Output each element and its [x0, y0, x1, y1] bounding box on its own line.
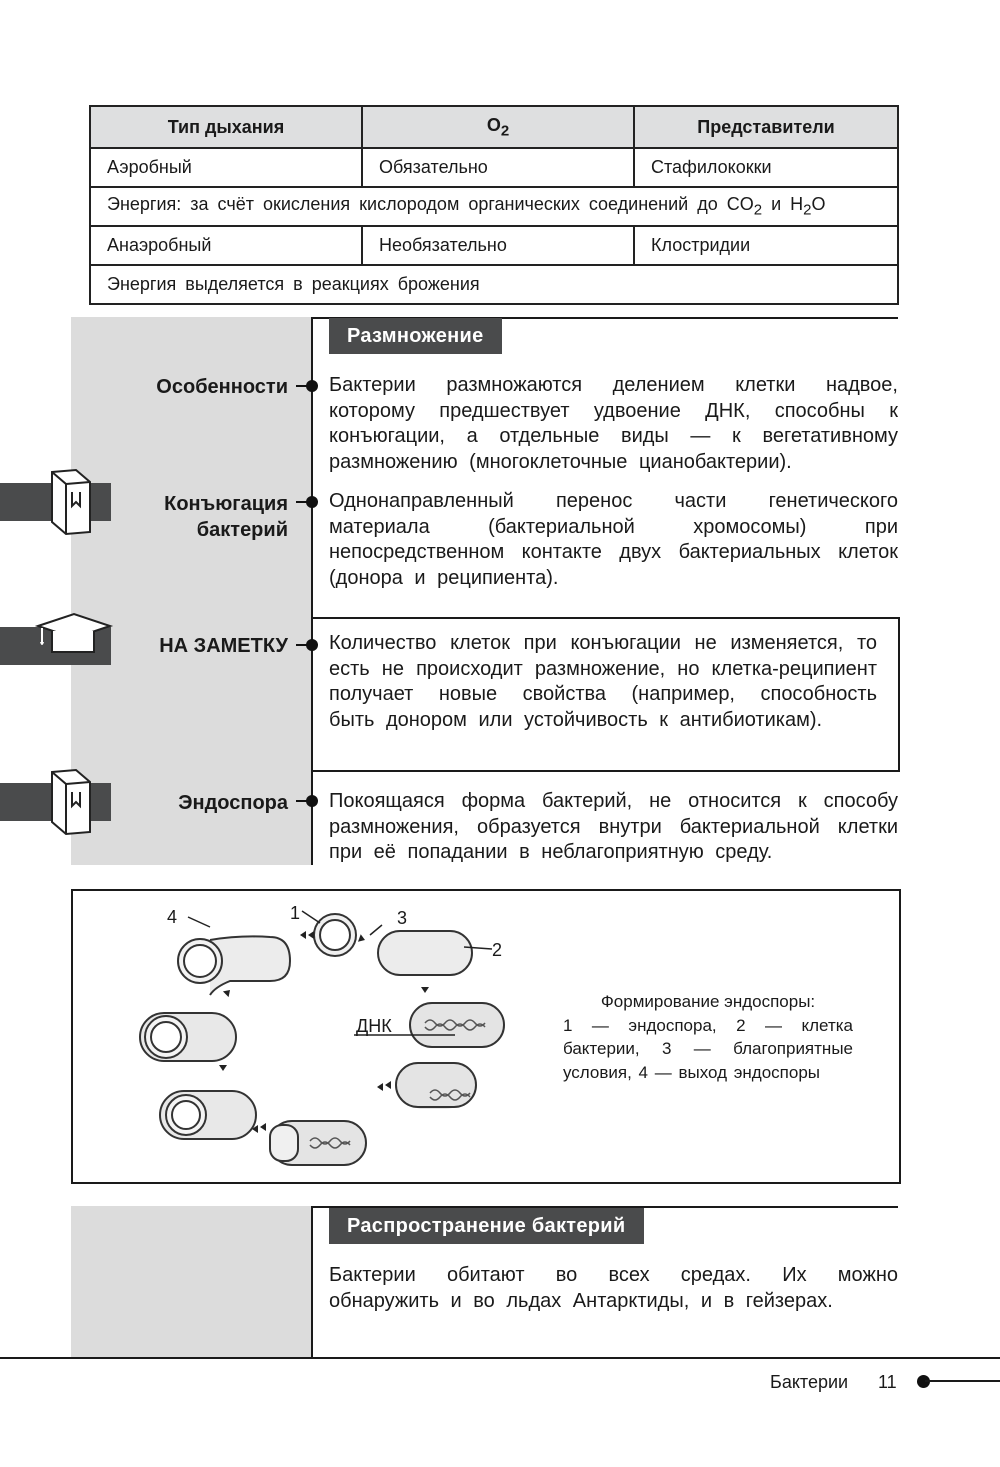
footer-line: [925, 1380, 1000, 1382]
section-divider: [311, 1206, 313, 1358]
bullet-dot: [306, 496, 318, 508]
label-conjugation: Конъюгация бактерий: [164, 493, 288, 541]
label-features: Особенности: [156, 376, 288, 398]
figure-caption: [563, 990, 853, 1084]
caption-title: Формирование эндоспоры:: [600, 992, 816, 1011]
text-conjugation: Однонаправленный перенос части генетического материала (бактериальной хромосомы) при непосредственном контакте двух бактериальных клеток (донора и реципиента).: [329, 490, 898, 589]
section-divider: [311, 317, 313, 865]
bullet-dot: [306, 380, 318, 392]
label-endospore: Эндоспора: [178, 792, 288, 814]
footer-section: Бактерии: [770, 1372, 849, 1392]
caption-text: 1 — эндоспора, 2 — клетка бактерии, 3 — благоприятные условия, 4 — выход эндоспоры: [563, 1015, 853, 1082]
respiration-table: [89, 105, 899, 305]
figure-label-3: 3: [397, 908, 408, 928]
text-features: Бактерии размножаются делением клетки надвое, которому предшествует удвоение ДНК, способны к конъюгации, а отдельные виды — к вегетативному размножению (многоклеточные цианобактерии).: [329, 374, 898, 473]
table-row: [90, 226, 898, 265]
book-icon: [46, 768, 94, 836]
table-row: [90, 187, 898, 226]
book-icon: [46, 468, 94, 536]
cell-o2: Необязательно: [362, 226, 634, 265]
sidebar-panel: [71, 1206, 312, 1358]
figure-label-1: 1: [290, 903, 301, 923]
text-note: Количество клеток при конъюгации не изменяется, то есть не происходит размножение, но клетка-реципиент получает новые свойства (например, способность быть донором или устойчивость к антибиотикам).: [329, 632, 877, 731]
section-heading-reproduction: Размножение: [329, 318, 502, 354]
label-note: НА ЗАМЕТКУ: [159, 635, 288, 657]
header-representatives: Представители: [634, 106, 898, 148]
cell-o2: Обязательно: [362, 148, 634, 187]
bullet-dot: [306, 639, 318, 651]
graduation-cap-icon: [34, 612, 114, 658]
header-o2: $O_2$: [362, 106, 634, 148]
section-heading-distribution: Распространение бактерий: [329, 1208, 644, 1244]
cell-type: Аэробный: [90, 148, 362, 187]
figure-label-4: 4: [167, 907, 178, 927]
endospore-diagram: [120, 895, 540, 1175]
header-respiration-type: Тип дыхания: [90, 106, 362, 148]
bullet-dot: [306, 795, 318, 807]
cell-representatives: Клостридии: [634, 226, 898, 265]
table-row: [90, 148, 898, 187]
page-number: 11: [878, 1372, 897, 1392]
figure-label-dna: ДНК: [356, 1016, 392, 1036]
table-row: [90, 265, 898, 304]
cell-type: Анаэробный: [90, 226, 362, 265]
table-header-row: [90, 106, 898, 148]
cell-energy-aerobic: Энергия: за счёт окисления кислородом органических соединений до $CO_2$ и $H_2O$: [90, 187, 898, 226]
footer-rule: [0, 1357, 1000, 1359]
text-endospore: Покоящаяся форма бактерий, не относится к способу размножения, образуется внутри бактериальной клетки при её попадании в неблагоприятную среду.: [329, 790, 898, 863]
text-distribution: Бактерии обитают во всех средах. Их можно обнаружить и во льдах Антарктиды, и в гейзерах.: [329, 1264, 898, 1312]
cell-representatives: Стафилококки: [634, 148, 898, 187]
figure-label-2: 2: [492, 940, 503, 960]
cell-energy-anaerobic: Энергия выделяется в реакциях брожения: [90, 265, 898, 304]
